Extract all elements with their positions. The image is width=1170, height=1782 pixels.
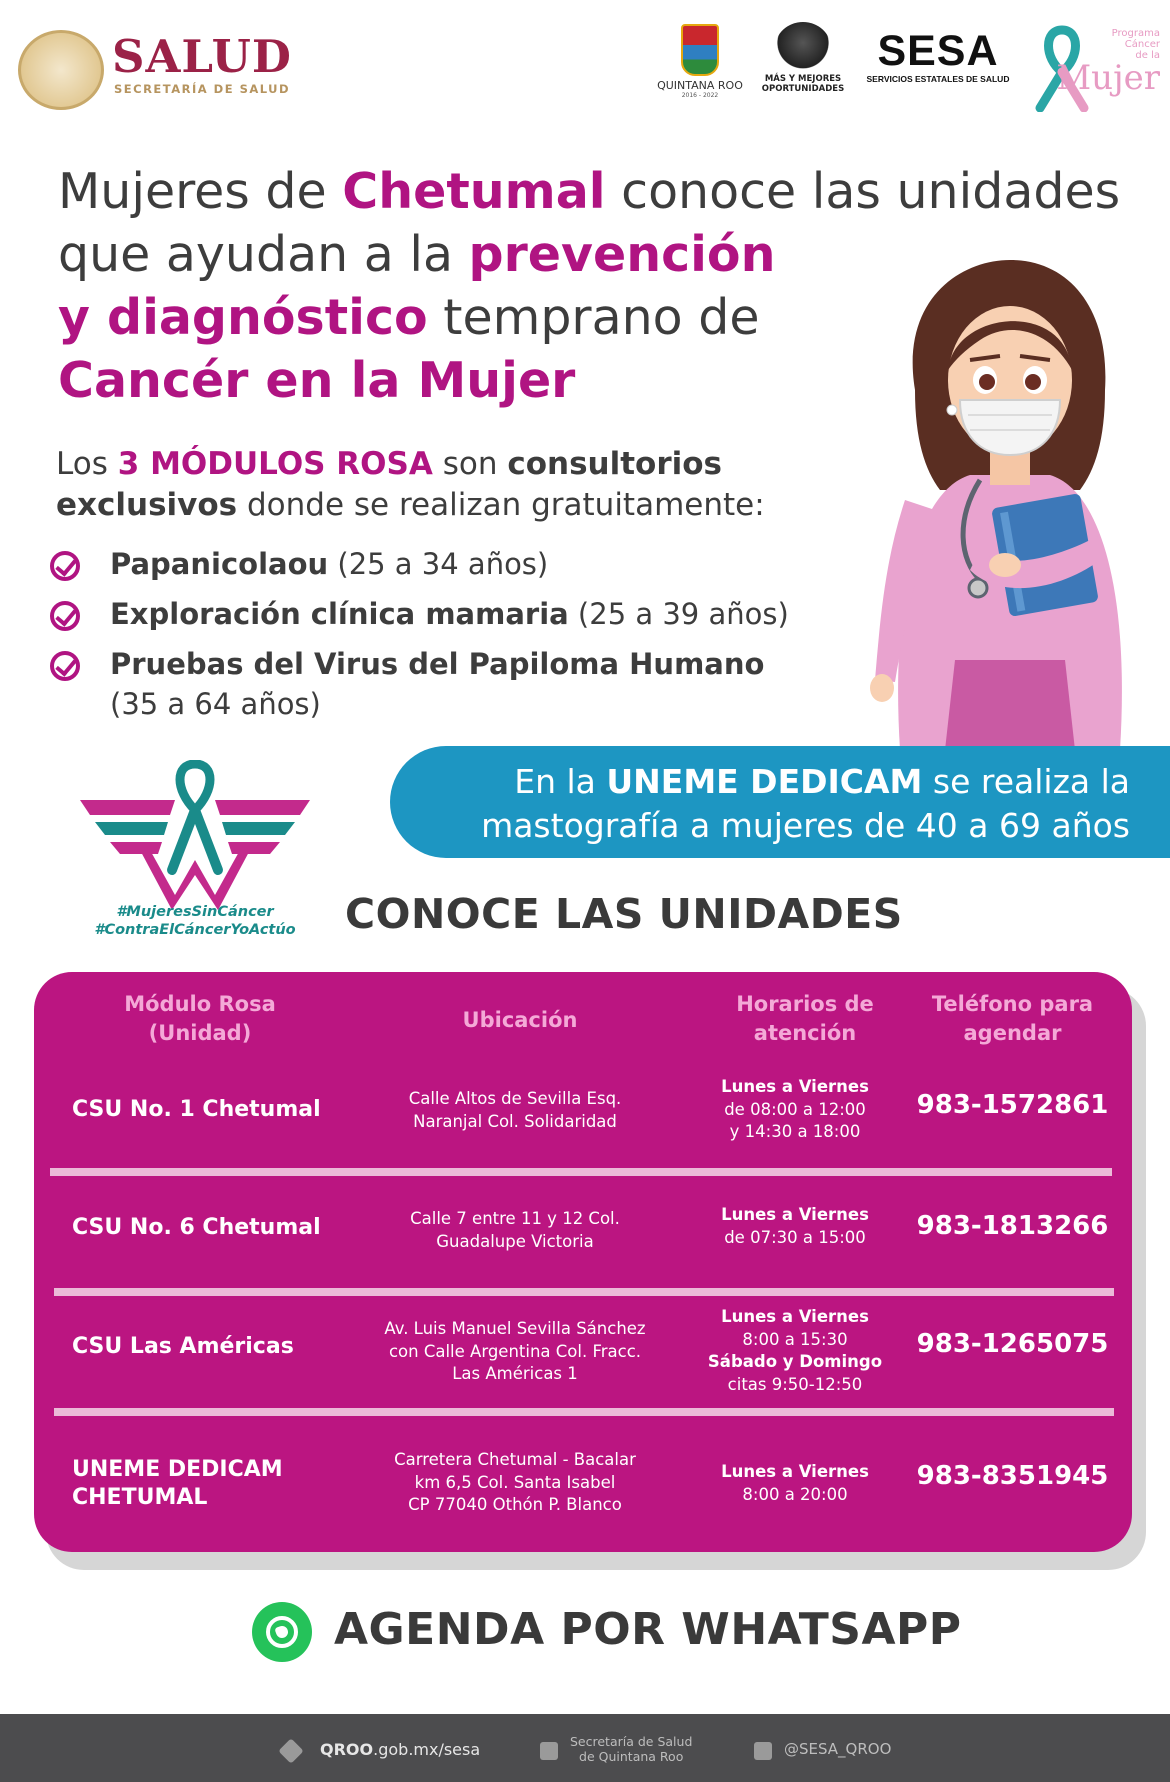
headline-text: conoce las unidades (605, 163, 1121, 220)
whatsapp-cta[interactable]: AGENDA POR WHATSAPP (334, 1604, 962, 1655)
service-age-range: (35 a 64 años) (110, 687, 321, 721)
row-divider (50, 1168, 1112, 1176)
quintana-roo-name: QUINTANA ROO (657, 79, 743, 92)
facebook-icon (540, 1742, 558, 1760)
banner-text: En la (514, 762, 607, 801)
unit-location: Calle 7 entre 11 y 12 Col. Guadalupe Victoria (410, 1209, 620, 1251)
twitter-icon (754, 1742, 772, 1760)
service-name: Pruebas del Virus del Papiloma Humano (110, 647, 765, 681)
list-item (50, 544, 850, 584)
service-age-range: (25 a 39 años) (568, 597, 789, 631)
intro-paragraph (56, 444, 796, 526)
header-text: Horarios de (736, 992, 874, 1016)
banner-text: mastografía a mujeres de 40 a 69 años (481, 806, 1130, 845)
mas-oportunidades-logo (758, 22, 848, 94)
headline-text: que ayudan a la (58, 226, 469, 283)
headline-highlight: Chetumal (342, 163, 606, 220)
sesa-subtitle: SERVICIOS ESTATALES DE SALUD (866, 74, 1010, 84)
hashtag-contra-el-cancer: #ContraElCáncerYoActúo (94, 922, 296, 938)
headline-text: Mujeres de (58, 163, 343, 220)
sesa-logo (858, 28, 1018, 84)
website-link[interactable]: QROO.gob.mx/sesa (320, 1740, 481, 1759)
uneme-dedicam-banner (390, 746, 1170, 858)
unit-hours: Lunes a Viernes 8:00 a 20:00 (721, 1462, 869, 1504)
mas-text-2: OPORTUNIDADES (761, 84, 845, 94)
intro-text: Los (56, 446, 118, 482)
unit-phone[interactable]: 983-8351945 (916, 1461, 1109, 1491)
programa-cancer-mujer-logo (1032, 24, 1160, 112)
services-list (50, 544, 850, 734)
salud-logo-title: SALUD (112, 30, 292, 83)
header-text: Módulo Rosa (124, 992, 276, 1016)
hashtag-mujeres-sin-cancer: #MujeresSinCáncer (116, 904, 274, 920)
sesa-title: SESA (877, 27, 999, 75)
unit-phone[interactable]: 983-1572861 (916, 1090, 1109, 1120)
unit-hours: Lunes a Viernes de 07:30 a 15:00 (721, 1205, 869, 1247)
quintana-roo-years: 2016 - 2022 (681, 92, 719, 99)
header-text: atención (753, 1021, 857, 1045)
row-divider (54, 1408, 1114, 1416)
unit-name: UNEME DEDICAM CHETUMAL (72, 1457, 283, 1510)
mas-text-1: MÁS Y MEJORES (764, 74, 842, 84)
unit-name: CSU No. 6 Chetumal (72, 1215, 321, 1240)
header-text: agendar (963, 1021, 1062, 1045)
whatsapp-icon[interactable] (252, 1602, 312, 1662)
intro-bold: exclusivos (56, 487, 238, 523)
headline-highlight: Cancér en la Mujer (58, 352, 576, 409)
unit-location: Calle Altos de Sevilla Esq. Naranjal Col. Solidaridad (408, 1089, 622, 1131)
column-header-telefono (915, 990, 1110, 1048)
row-divider (54, 1288, 1114, 1296)
header-text: Teléfono para (931, 992, 1094, 1016)
mexico-seal-logo (18, 30, 104, 110)
pcm-mujer: Mujer (1056, 58, 1160, 98)
headline-text: temprano de (427, 289, 760, 346)
tree-icon (775, 22, 831, 74)
banner-text: se realiza la (922, 762, 1130, 801)
check-circle-icon (50, 551, 80, 581)
list-item (50, 644, 850, 724)
unit-location: Carretera Chetumal - Bacalar km 6,5 Col. Santa Isabel CP 77040 Othón P. Blanco (394, 1450, 636, 1514)
service-name: Papanicolaou (110, 547, 329, 581)
hashtags (80, 903, 310, 939)
intro-highlight: 3 MÓDULOS ROSA (117, 446, 433, 482)
list-item (50, 594, 850, 634)
unit-location: Av. Luis Manuel Sevilla Sánchez con Calle Argentina Col. Fracc. Las Américas 1 (384, 1319, 646, 1383)
quintana-roo-shield-icon (681, 24, 719, 76)
column-header-ubicacion: Ubicación (462, 1008, 578, 1032)
column-header-horarios (700, 990, 910, 1048)
section-title: CONOCE LAS UNIDADES (345, 890, 903, 938)
unit-name: CSU No. 1 Chetumal (72, 1097, 321, 1122)
check-circle-icon (50, 601, 80, 631)
unit-hours: Lunes a Viernes 8:00 a 15:30 Sábado y Domingo citas 9:50-12:50 (707, 1307, 883, 1394)
unit-name: CSU Las Américas (72, 1334, 294, 1359)
check-circle-icon (50, 651, 80, 681)
pcm-de-la: de la (1135, 50, 1160, 61)
unit-hours: Lunes a Viernes de 08:00 a 12:00 y 14:30 a 18:00 (721, 1077, 869, 1141)
banner-highlight: UNEME DEDICAM (606, 762, 923, 801)
intro-text: son (432, 446, 508, 482)
headline-highlight: prevención (468, 226, 776, 283)
headline-highlight: y diagnóstico (58, 289, 428, 346)
pcm-programa: Programa (1111, 28, 1160, 39)
header-text: (Unidad) (148, 1021, 252, 1045)
salud-logo-subtitle: SECRETARÍA DE SALUD (114, 82, 291, 96)
service-age-range: (25 a 34 años) (328, 547, 549, 581)
service-name: Exploración clínica mamaria (110, 597, 569, 631)
unit-phone[interactable]: 983-1265075 (916, 1329, 1109, 1359)
facebook-link[interactable]: Secretaría de Salud de Quintana Roo (570, 1734, 693, 1764)
twitter-link[interactable]: @SESA_QROO (784, 1740, 892, 1758)
unit-phone[interactable]: 983-1813266 (916, 1211, 1109, 1241)
column-header-modulo (80, 990, 320, 1048)
doctor-illustration (860, 260, 1150, 750)
pcm-cancer: Cáncer (1124, 39, 1160, 50)
intro-bold: consultorios (507, 446, 722, 482)
quintana-roo-logo (655, 24, 745, 99)
intro-text: donde se realizan gratuitamente: (237, 487, 765, 523)
